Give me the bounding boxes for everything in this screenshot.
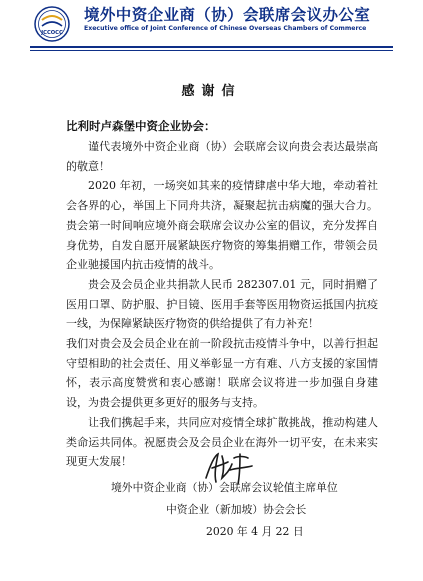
header-rule-thin — [30, 50, 393, 51]
closing-org: 境外中资企业商（协）会联席会议轮值主席单位 — [111, 481, 338, 494]
organization-logo — [34, 6, 70, 42]
closing-title: 中资企业（新加坡）协会会长 — [166, 503, 307, 516]
organization-name-cn: 境外中资企业商（协）会联席会议办公室 — [84, 6, 371, 24]
paragraph: 我们对贵会及会员企业在前一阶段抗击疫情斗争中，以善行担起守望相助的社会责任、用义举彰显一方有难、八方支援的家国情怀，表示高度赞赏和衷心感谢！联席会议将进一步加强自身建设，为贵会提供更多更好的服务与支持。 — [66, 337, 378, 410]
organization-name-en: Executive office of Joint Conference of Chinese Overseas Chambers of Commerce — [84, 25, 367, 32]
paragraph: 贵会及会员企业共捐款人民币 282307.01 元，同时捐赠了医用口罩、防护服、护目镜、医用手套等医用物资运抵国内抗疫一线，为保障紧缺医疗物资的供给提供了有力补充！ — [66, 277, 378, 331]
letter-body — [66, 137, 378, 472]
closing-date: 2020 年 4 月 22 日 — [206, 525, 304, 538]
paragraph: 2020 年初，一场突如其来的疫情肆虐中华大地，牵动着社会各界的心，举国上下同舟共济，凝聚起抗击病魔的强大合力。贵会第一时间响应境外商会联席会议办公室的倡议，充分发挥自身优势，自发自愿开展紧缺医疗物资的筹集捐赠工作，带领会员企业驰援国内抗击疫情的战斗。 — [66, 179, 378, 272]
salutation: 比利时卢森堡中资企业协会： — [66, 119, 216, 133]
letter-title: 感谢信 — [181, 84, 242, 99]
logo-text: JCCOCC — [41, 30, 63, 36]
letterhead — [0, 0, 423, 64]
paragraph: 让我们携起手来，共同应对疫情全球扩散挑战，推动构建人类命运共同体。祝愿贵会及会员企业在海外一切平安，在未来实现更大发展！ — [66, 415, 378, 469]
header-rule — [30, 46, 393, 48]
paragraph: 谨代表境外中资企业商（协）会联席会议向贵会表达最崇高的敬意！ — [66, 140, 378, 173]
